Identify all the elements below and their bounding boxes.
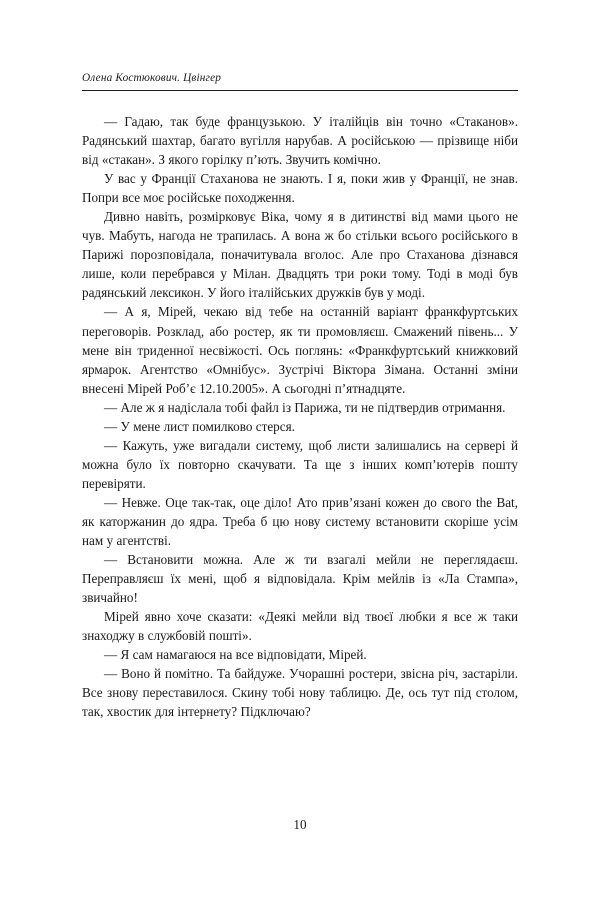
body-paragraph: — Гадаю, так буде французькою. У італійців він точно «Стаканов». Радянський шахтар, багато вугілля нарубав. А російською — прізвище ніби від «стакан». З якого горілку п’ють. Звучить комічно. bbox=[82, 114, 518, 168]
body-paragraph: — Встановити можна. Але ж ти взагалі мейли не переглядаєш. Переправляєш їх мені, щоб я відповідала. Крім мейлів із «Ла Стампа», звичайно! bbox=[82, 552, 518, 606]
body-paragraph: У вас у Франції Стаханова не знають. І я, поки жив у Франції, не знав. Попри все моє російське походження. bbox=[82, 171, 518, 206]
body-paragraph: — Воно й помітно. Та байдуже. Учорашні ростери, звісна річ, застаріли. Все знову переставилося. Скину тобі нову таблицю. Де, ось тут під столом, так, хвостик для інтернету? Підключаю? bbox=[82, 666, 518, 720]
page-number: 10 bbox=[293, 817, 307, 832]
body-paragraph: Мірей явно хоче сказати: «Деякі мейли від твоєї любки я все ж таки знаходжу в службовій пошті». bbox=[82, 609, 518, 644]
body-paragraph: Дивно навіть, розмірковує Віка, чому я в дитинстві від мами цього не чув. Мабуть, нагода не трапилась. А вона ж бо стільки всього російського в Парижі порозповідала, поначитувала вголос. Але про Стаханова дізнався лише, коли перебрався у Мілан. Двадцять три роки тому. Тоді в моді був радянський лексикон. У його італійських дружків був у моді. bbox=[82, 209, 518, 301]
body-paragraph: — Але ж я надіслала тобі файл із Парижа, ти не підтвердив отримання. bbox=[104, 399, 506, 415]
body-paragraph: — У мене лист помилково стерся. bbox=[104, 418, 295, 434]
body-paragraph: — Я сам намагаюся на все відповідати, Мірей. bbox=[104, 647, 367, 663]
body-text bbox=[82, 112, 518, 722]
body-paragraph: — Кажуть, уже вигадали систему, щоб листи залишались на сервері й можна було їх повторно скачувати. Та ще з інших комп’ютерів пошту перевіряти. bbox=[82, 437, 518, 491]
running-header-title: Олена Костюкович. Цвінгер bbox=[82, 72, 222, 84]
body-paragraph: — Невже. Оце так-так, оце діло! Ато прив’язані кожен до свого the Bat, як каторжанин до ядра. Треба б цю нову систему встановити скоріше усім нам у агентстві. bbox=[82, 494, 518, 549]
running-header-rule bbox=[82, 90, 518, 91]
running-header bbox=[82, 72, 518, 91]
body-paragraph: — А я, Мірей, чекаю від тебе на останній варіант франкфуртських переговорів. Розклад, або ростер, як ти промовляєш. Смажений півень... У мене він триденної несвіжості. Ось поглянь: «Франкфуртський книжковий ярмарок. Агентство «Омнібус». Зустрічі Віктора Зімана. Останні зміни внесені Мірей Роб’є 12.10.2005». А сьогодні п’ятнадцяте. bbox=[82, 304, 518, 396]
